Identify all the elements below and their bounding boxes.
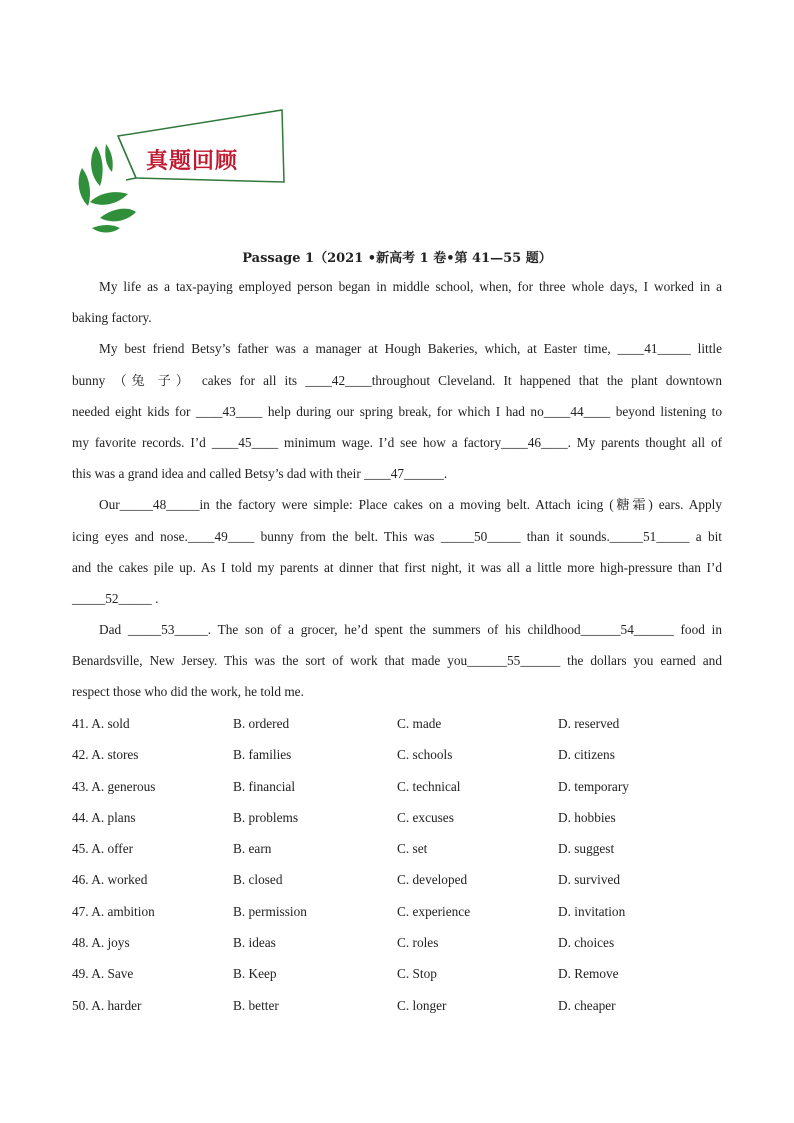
- option-c: C. Stop: [397, 966, 437, 982]
- blank-52: _____52_____: [72, 590, 152, 606]
- leaf-icon: [92, 225, 120, 233]
- paragraph-line: [72, 306, 722, 337]
- option-d: D. hobbies: [558, 809, 616, 825]
- text-run: bunny （兔 子） cakes for all its: [72, 372, 306, 388]
- question-44-options: [72, 806, 722, 837]
- option-a: 48. A. joys: [72, 935, 130, 951]
- text-run: my favorite records. I’d: [72, 434, 212, 450]
- question-46-options: [72, 868, 722, 899]
- text-run: Benardsville, New Jersey. This was the sort of work that made you: [72, 653, 468, 669]
- blank-54: ______54______: [580, 622, 674, 638]
- text-run: bunny from the belt. This was: [254, 528, 441, 544]
- section-banner: [70, 106, 300, 236]
- question-41-options: [72, 712, 722, 743]
- option-a: 41. A. sold: [72, 716, 130, 731]
- option-c: C. schools: [397, 747, 453, 763]
- option-c: C. technical: [397, 778, 461, 794]
- paragraph-line: [72, 493, 722, 524]
- text-run: .: [443, 466, 448, 482]
- text-run: Our: [99, 497, 120, 513]
- leaf-icon: [91, 146, 103, 186]
- leaf-icon: [79, 168, 90, 206]
- text-run: My life as a tax-paying employed person began in middle school, when, for three whole days, I worked in a: [99, 279, 722, 294]
- option-a: 50. A. harder: [72, 997, 142, 1013]
- leaf-icon: [90, 192, 128, 205]
- leaf-icon: [100, 209, 136, 222]
- option-b: B. better: [233, 997, 279, 1013]
- text-run: help during our spring break, for which I had no: [262, 403, 544, 419]
- option-c: C. developed: [397, 872, 468, 888]
- option-a: 43. A. generous: [72, 778, 156, 794]
- blank-48: _____48_____: [119, 497, 200, 513]
- answer-options: [72, 712, 722, 1025]
- blank-42: ____42____: [305, 372, 372, 388]
- option-a: 44. A. plans: [72, 809, 136, 825]
- text-run: the dollars you earned and: [560, 653, 722, 669]
- option-d: D. reserved: [558, 716, 620, 731]
- text-run: a bit: [689, 528, 722, 544]
- paragraph-line: [72, 525, 722, 556]
- text-run: throughout Cleveland. It happened that the plant downtown: [371, 372, 723, 388]
- text-run: baking factory.: [72, 310, 152, 326]
- question-47-options: [72, 900, 722, 931]
- blank-41: ____41_____: [617, 341, 691, 357]
- text-run: My best friend Betsy’s father was a manager at Hough Bakeries, which, at Easter time,: [99, 341, 618, 357]
- question-45-options: [72, 837, 722, 868]
- text-run: food in: [673, 622, 722, 638]
- paragraph-line: [72, 680, 722, 711]
- option-a: 46. A. worked: [72, 872, 148, 888]
- question-42-options: [72, 743, 722, 774]
- blank-46: ____46____: [501, 434, 568, 450]
- option-d: D. Remove: [558, 966, 619, 982]
- banner-title: 真题回顾: [146, 148, 239, 174]
- question-48-options: [72, 931, 722, 962]
- option-d: D. citizens: [558, 747, 615, 763]
- passage-body: [72, 275, 722, 712]
- leaf-icon: [105, 144, 113, 172]
- text-run: .: [151, 590, 159, 606]
- blank-51: _____51_____: [609, 528, 690, 544]
- option-b: B. permission: [233, 903, 307, 919]
- option-b: B. closed: [233, 872, 283, 888]
- paragraph-line: [72, 587, 722, 618]
- question-49-options: [72, 962, 722, 993]
- text-run: needed eight kids for: [72, 403, 196, 419]
- option-d: D. choices: [558, 935, 615, 951]
- paragraph-line: [72, 337, 722, 368]
- passage-title: Passage 1（2021 •新高考 1 卷•第 41—55 题）: [242, 251, 552, 266]
- blank-49: ____49____: [187, 528, 255, 544]
- question-43-options: [72, 775, 722, 806]
- text-run: than it sounds.: [520, 528, 610, 544]
- option-d: D. suggest: [558, 841, 615, 857]
- option-c: C. longer: [397, 997, 447, 1013]
- option-c: C. roles: [397, 935, 439, 951]
- paragraph-line: [72, 369, 722, 400]
- option-c: C. made: [397, 716, 442, 731]
- text-run: Dad: [99, 622, 128, 638]
- blank-44: ____44____: [543, 403, 611, 419]
- option-a: 42. A. stores: [72, 747, 139, 763]
- paragraph-line: [72, 649, 722, 680]
- text-run: and the cakes pile up. As I told my parents at dinner that first night, it was all a little more high-pressure than I’d: [72, 559, 722, 575]
- blank-43: ____43____: [195, 403, 263, 419]
- blank-45: ____45____: [211, 434, 279, 450]
- paragraph-line: [72, 618, 722, 649]
- blank-50: _____50_____: [440, 528, 521, 544]
- text-run: little: [690, 341, 723, 357]
- paragraph-line: [72, 400, 722, 431]
- option-b: B. ideas: [233, 935, 276, 951]
- option-c: C. excuses: [397, 809, 454, 825]
- option-a: 45. A. offer: [72, 841, 134, 857]
- option-b: B. ordered: [233, 716, 290, 731]
- option-b: B. earn: [233, 841, 272, 857]
- option-b: B. Keep: [233, 966, 277, 982]
- paragraph-line: [72, 431, 722, 462]
- text-run: beyond listening to: [610, 403, 722, 419]
- option-c: C. experience: [397, 903, 471, 919]
- blank-47: ____47______: [364, 466, 444, 482]
- question-50-options: [72, 994, 722, 1025]
- option-a: 47. A. ambition: [72, 903, 155, 919]
- paragraph-line: [72, 462, 722, 493]
- option-c: C. set: [397, 841, 428, 857]
- option-b: B. problems: [233, 809, 299, 825]
- paragraph-line: [72, 556, 722, 587]
- option-d: D. cheaper: [558, 997, 616, 1013]
- option-d: D. temporary: [558, 778, 629, 794]
- option-d: D. survived: [558, 872, 621, 888]
- option-b: B. families: [233, 747, 292, 763]
- text-run: this was a grand idea and called Betsy’s dad with their: [72, 466, 365, 482]
- text-run: in the factory were simple: Place cakes on a moving belt. Attach icing (糖霜) ears. Apply: [199, 497, 722, 513]
- text-run: icing eyes and nose.: [72, 528, 188, 544]
- paragraph-line: [72, 275, 722, 306]
- option-a: 49. A. Save: [72, 966, 134, 982]
- text-run: . My parents thought all of: [567, 434, 723, 450]
- text-run: . The son of a grocer, he’d spent the summers of his childhood: [207, 622, 581, 638]
- text-run: respect those who did the work, he told me.: [72, 684, 304, 700]
- option-b: B. financial: [233, 778, 296, 794]
- blank-55: ______55______: [467, 653, 561, 669]
- text-run: minimum wage. I’d see how a factory: [278, 434, 502, 450]
- option-d: D. invitation: [558, 903, 626, 919]
- blank-53: _____53_____: [127, 622, 208, 638]
